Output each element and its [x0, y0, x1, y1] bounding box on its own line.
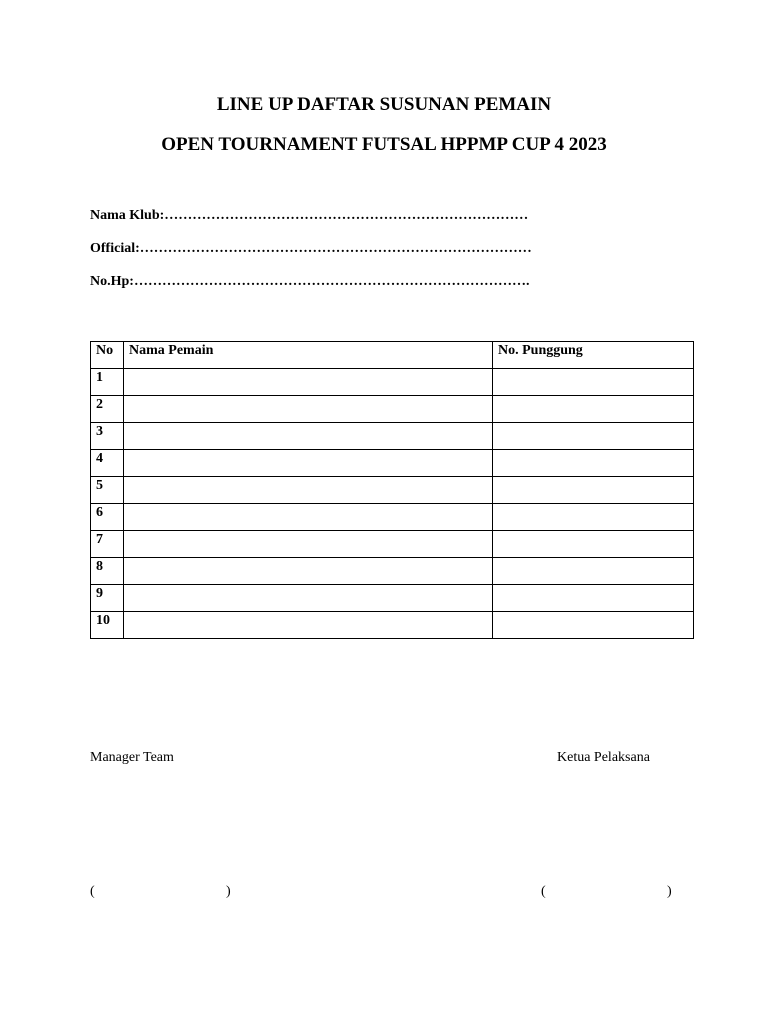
- row-number: 8: [91, 558, 124, 585]
- table-row: [91, 423, 694, 450]
- lineup-table: [90, 341, 694, 639]
- player-name-cell[interactable]: [124, 369, 493, 396]
- row-number: 4: [91, 450, 124, 477]
- manager-signature-open-paren: (: [90, 884, 95, 899]
- player-name-cell[interactable]: [124, 504, 493, 531]
- nama-klub-field[interactable]: Nama Klub:……………………………………………………………………: [90, 208, 529, 223]
- jersey-number-cell[interactable]: [493, 450, 694, 477]
- official-field[interactable]: Official:…………………………………………………………………………: [90, 241, 532, 256]
- player-name-cell[interactable]: [124, 477, 493, 504]
- row-number: 2: [91, 396, 124, 423]
- manager-signature-close-paren: ): [226, 884, 231, 899]
- row-number: 1: [91, 369, 124, 396]
- player-name-cell[interactable]: [124, 396, 493, 423]
- jersey-number-cell[interactable]: [493, 396, 694, 423]
- table-row: [91, 369, 694, 396]
- table-row: [91, 450, 694, 477]
- table-header-row: [91, 342, 694, 369]
- player-name-cell[interactable]: [124, 423, 493, 450]
- jersey-number-cell[interactable]: [493, 612, 694, 639]
- row-number: 3: [91, 423, 124, 450]
- document-title: LINE UP DAFTAR SUSUNAN PEMAIN: [216, 94, 552, 115]
- jersey-number-cell[interactable]: [493, 423, 694, 450]
- ketua-signature-open-paren: (: [541, 884, 546, 899]
- no-hp-field[interactable]: No.Hp:………………………………………………………………………….: [90, 274, 530, 289]
- row-number: 9: [91, 585, 124, 612]
- player-name-cell[interactable]: [124, 585, 493, 612]
- jersey-number-cell[interactable]: [493, 369, 694, 396]
- jersey-number-cell[interactable]: [493, 531, 694, 558]
- player-name-cell[interactable]: [124, 558, 493, 585]
- header-no-punggung: No. Punggung: [493, 342, 694, 369]
- row-number: 10: [91, 612, 124, 639]
- player-name-cell[interactable]: [124, 612, 493, 639]
- document-subtitle: OPEN TOURNAMENT FUTSAL HPPMP CUP 4 2023: [161, 134, 607, 155]
- player-name-cell[interactable]: [124, 531, 493, 558]
- ketua-pelaksana-label: Ketua Pelaksana: [557, 750, 650, 765]
- header-nama-pemain: Nama Pemain: [124, 342, 493, 369]
- table-row: [91, 396, 694, 423]
- row-number: 6: [91, 504, 124, 531]
- jersey-number-cell[interactable]: [493, 558, 694, 585]
- header-no: No: [91, 342, 124, 369]
- table-row: [91, 585, 694, 612]
- table-row: [91, 477, 694, 504]
- table-row: [91, 558, 694, 585]
- jersey-number-cell[interactable]: [493, 477, 694, 504]
- row-number: 7: [91, 531, 124, 558]
- player-name-cell[interactable]: [124, 450, 493, 477]
- jersey-number-cell[interactable]: [493, 504, 694, 531]
- table-row: [91, 531, 694, 558]
- jersey-number-cell[interactable]: [493, 585, 694, 612]
- ketua-signature-close-paren: ): [667, 884, 672, 899]
- table-row: [91, 612, 694, 639]
- manager-team-label: Manager Team: [90, 750, 174, 765]
- table-row: [91, 504, 694, 531]
- row-number: 5: [91, 477, 124, 504]
